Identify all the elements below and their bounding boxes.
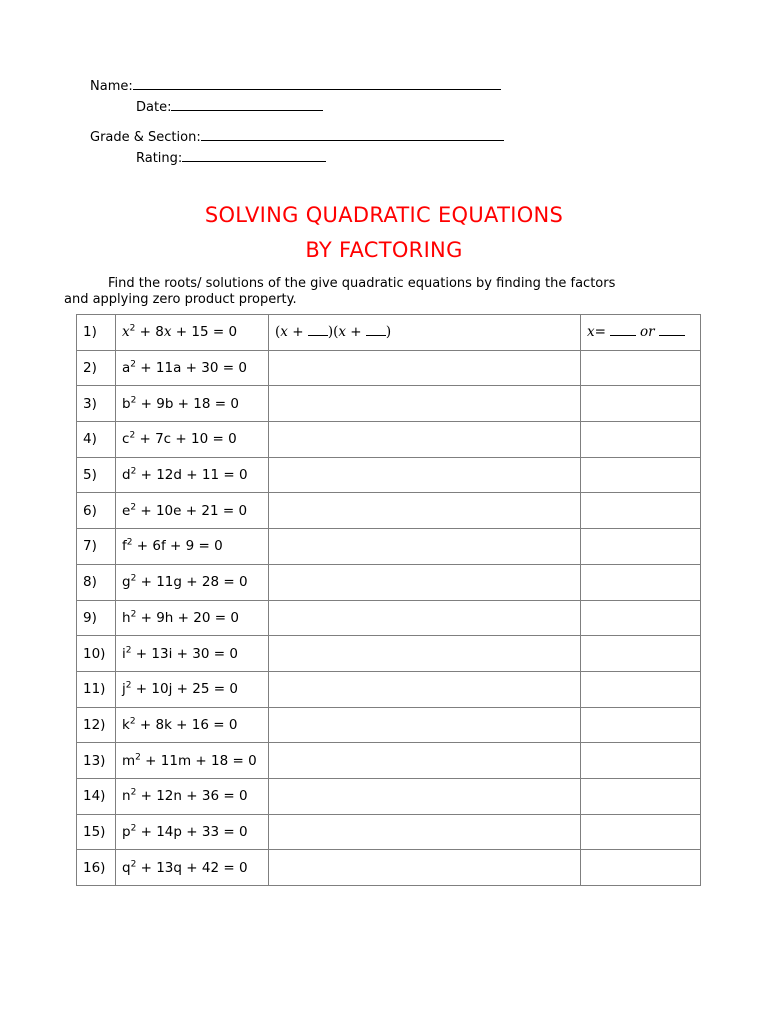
solution-answer-cell[interactable] [581,493,701,529]
equation-exponent: 2 [125,645,132,656]
factors-answer-cell[interactable] [269,422,581,458]
equation-variable: e [122,502,131,519]
factors-answer-cell[interactable] [269,350,581,386]
solution-answer-cell[interactable] [581,743,701,779]
equation-plus: + [173,609,194,626]
grade-section-field[interactable] [90,128,504,146]
table-row [77,493,701,529]
page-title-line2: BY FACTORING [305,238,463,262]
name-field[interactable] [90,77,501,95]
problem-number: 1) [77,315,116,351]
equation-coefficient: 12 [156,467,174,484]
problem-equation [116,493,269,529]
equation-equals: = 0 [208,324,238,341]
equation-constant: 16 [191,716,209,733]
equation-equals: = 0 [209,681,238,698]
table-row [77,457,701,493]
equation-variable: e [173,502,182,519]
problem-equation [116,564,269,600]
equation-coefficient: 12 [156,788,174,805]
equation-plus: + [136,574,157,591]
problem-equation [116,350,269,386]
solution-answer-cell[interactable] [581,600,701,636]
equation-plus: + [181,859,202,876]
equation-equals: = 0 [228,752,257,769]
equation-coefficient: 9 [156,395,165,412]
problem-equation [116,814,269,850]
equation-plus: + [135,716,156,733]
rating-field[interactable] [136,149,326,167]
equation-exponent: 2 [130,395,137,406]
problem-equation [116,386,269,422]
equation-coefficient: 11 [156,574,174,591]
equation-variable: j [122,681,126,698]
equation-plus: + [136,788,157,805]
factor-plus: + [345,324,366,341]
equation-variable: i [168,645,173,662]
solution-answer-cell[interactable] [581,707,701,743]
equation-plus: + [136,502,156,519]
equation-constant: 30 [201,360,219,377]
equation-equals: = 0 [219,574,248,591]
instructions [64,276,664,308]
equation-variable: d [122,467,131,484]
equation-constant: 42 [201,859,220,876]
equation-plus: + [181,502,202,519]
name-label: Name: [90,79,133,94]
table-row [77,422,701,458]
equation-constant: 11 [201,467,220,484]
equation-variable: f [161,538,166,555]
table-row [77,778,701,814]
table-row [77,814,701,850]
equation-plus: + [172,681,193,698]
factor-blank[interactable] [308,324,328,336]
equation-variable: k [164,716,172,733]
equation-exponent: 2 [130,609,137,620]
equation-exponent: 2 [130,859,137,870]
equation-variable: j [168,681,173,698]
equation-equals: = 0 [194,538,223,555]
equation-constant: 20 [193,609,211,626]
solution-answer-cell[interactable] [581,529,701,565]
equation-exponent: 2 [130,359,137,370]
equation-constant: 25 [192,681,210,698]
factor-blank[interactable] [366,324,386,336]
equation-plus: + [181,574,202,591]
problem-number: 10) [77,636,116,672]
table-row [77,850,701,886]
factors-answer-cell[interactable] [269,636,581,672]
equation-coefficient: 13 [156,859,174,876]
equation-constant: 10 [191,431,209,448]
factors-answer-cell[interactable] [269,457,581,493]
equation-coefficient: 10 [151,681,169,698]
equation-constant: 15 [191,324,209,341]
factors-answer-cell[interactable] [269,564,581,600]
problem-number: 13) [77,743,116,779]
equation-plus: + [132,538,153,555]
problems-table [76,314,701,886]
problem-number: 2) [77,350,116,386]
equation-variable: b [122,395,131,412]
equation-equals: = 0 [218,360,247,377]
table-row [77,315,701,351]
equation-equals: = 0 [210,609,239,626]
equation-constant: 33 [201,823,220,840]
problem-number: 7) [77,529,116,565]
equation-constant: 18 [193,395,211,412]
equation-exponent: 2 [126,537,133,548]
problem-number: 6) [77,493,116,529]
name-blank[interactable] [133,77,501,90]
factor-variable: x [338,324,346,341]
equation-variable: f [122,538,127,555]
equation-exponent: 2 [135,752,141,763]
problem-number: 14) [77,778,116,814]
table-row [77,529,701,565]
equation-plus: + [140,752,161,769]
table-row [77,636,701,672]
equation-equals: = 0 [219,823,248,840]
equation-coefficient: 6 [152,538,161,555]
factors-answer-cell[interactable] [269,315,581,351]
equation-plus: + [172,645,193,662]
equation-variable: p [173,823,182,840]
problem-equation [116,422,269,458]
equation-equals: = 0 [219,859,248,876]
equation-equals: = 0 [209,645,238,662]
factors-answer-cell[interactable] [269,529,581,565]
equation-plus: + [136,823,157,840]
solution-answer-cell[interactable] [581,315,701,351]
table-row [77,743,701,779]
equation-constant: 36 [201,788,220,805]
equation-equals: = 0 [208,431,237,448]
equation-constant: 18 [211,752,229,769]
rating-blank[interactable] [182,149,326,162]
equation-coefficient: 8 [155,716,165,733]
equation-variable: m [177,752,192,769]
factor-paren: ( [275,324,281,341]
table-row [77,600,701,636]
equation-plus: + [135,431,156,448]
equation-exponent: 2 [130,502,137,513]
equation-variable: q [122,859,131,876]
equation-constant: 28 [201,574,220,591]
equation-variable: p [122,823,131,840]
equation-plus: + [135,324,156,341]
factors-answer-cell[interactable] [269,778,581,814]
equation-plus: + [181,360,202,377]
equation-variable: a [122,360,131,377]
equation-plus: + [136,609,157,626]
factors-answer-cell[interactable] [269,707,581,743]
equation-variable: g [173,574,182,591]
equation-constant: 30 [192,645,210,662]
equation-plus: + [171,324,192,341]
factors-answer-cell[interactable] [269,743,581,779]
solution-answer-cell[interactable] [581,671,701,707]
problem-equation [116,315,269,351]
equation-equals: = 0 [218,502,248,519]
factors-answer-cell[interactable] [269,671,581,707]
equation-exponent: 2 [125,680,132,691]
problem-number: 12) [77,707,116,743]
problem-number: 11) [77,671,116,707]
problem-number: 15) [77,814,116,850]
equation-equals: = 0 [208,716,238,733]
equation-variable: h [122,609,131,626]
solution-answer-cell[interactable] [581,422,701,458]
equation-variable: d [173,467,182,484]
problem-equation [116,457,269,493]
solution-answer-cell[interactable] [581,814,701,850]
equation-plus: + [136,467,157,484]
equation-plus: + [131,645,152,662]
equation-variable: x [163,324,172,341]
solution-answer-cell[interactable] [581,778,701,814]
problem-number: 4) [77,422,116,458]
equation-variable: q [173,859,182,876]
instructions-line2: and applying zero product property. [64,292,297,307]
equation-variable: a [173,360,182,377]
problem-equation [116,850,269,886]
problem-equation [116,600,269,636]
equation-variable: c [163,431,172,448]
problem-equation [116,743,269,779]
factors-answer-cell[interactable] [269,850,581,886]
factor-variable: x [280,324,288,341]
equation-variable: g [122,574,131,591]
problem-number: 3) [77,386,116,422]
date-field[interactable] [136,98,323,116]
problem-equation [116,778,269,814]
equation-coefficient: 11 [155,360,174,377]
equation-exponent: 2 [130,466,137,477]
factor-plus: + [287,324,308,341]
rating-label: Rating: [136,151,183,166]
equation-variable: m [122,752,136,769]
equation-exponent: 2 [129,716,136,727]
equation-variable: n [173,788,182,805]
equation-coefficient: 14 [156,823,174,840]
equation-coefficient: 10 [155,502,174,519]
factors-answer-cell[interactable] [269,600,581,636]
solution-answer-cell[interactable] [581,564,701,600]
factor-paren: )( [327,324,339,341]
equation-constant: 21 [201,502,219,519]
problem-equation [116,636,269,672]
equation-coefficient: 11 [160,752,178,769]
solution-answer-cell[interactable] [581,386,701,422]
equation-exponent: 2 [129,430,136,441]
equation-plus: + [181,823,202,840]
equation-plus: + [136,859,157,876]
problem-number: 5) [77,457,116,493]
solution-answer-cell[interactable] [581,850,701,886]
problem-equation [116,707,269,743]
equation-variable: x [122,324,130,341]
equation-equals: = 0 [219,788,248,805]
equation-coefficient: 13 [151,645,169,662]
solution-or: or [639,324,655,341]
equation-variable: h [164,609,174,626]
factors-answer-cell[interactable] [269,386,581,422]
date-blank[interactable] [171,98,323,111]
solution-variable: x [587,324,595,341]
factors-answer-cell[interactable] [269,493,581,529]
solution-answer-cell[interactable] [581,636,701,672]
problem-equation [116,671,269,707]
equation-variable: n [122,788,131,805]
problem-number: 16) [77,850,116,886]
solution-answer-cell[interactable] [581,350,701,386]
equation-plus: + [136,395,157,412]
grade-section-blank[interactable] [201,128,504,141]
equation-constant: 9 [185,538,195,555]
table-row [77,386,701,422]
grade-section-label: Grade & Section: [90,130,201,145]
equation-plus: + [191,752,212,769]
problem-equation [116,529,269,565]
solution-answer-cell[interactable] [581,457,701,493]
equation-coefficient: 9 [156,609,165,626]
solution-blank[interactable] [659,324,685,336]
instructions-line1: Find the roots/ solutions of the give quadratic equations by finding the factors [108,276,616,291]
equation-plus: + [181,788,202,805]
problem-number: 8) [77,564,116,600]
equation-exponent: 2 [130,573,137,584]
equation-equals: = 0 [210,395,239,412]
date-label: Date: [136,100,172,115]
table-row [77,564,701,600]
equation-plus: + [171,431,192,448]
table-row [77,671,701,707]
equation-variable: i [122,645,126,662]
page-title-line1: SOLVING QUADRATIC EQUATIONS [204,203,564,227]
equation-exponent: 2 [130,787,137,798]
table-row [77,707,701,743]
equation-variable: c [122,431,130,448]
solution-equals: = [594,324,606,341]
equation-variable: k [122,716,130,733]
equation-equals: = 0 [219,467,248,484]
solution-blank[interactable] [610,324,636,336]
equation-plus: + [136,360,156,377]
equation-plus: + [171,716,192,733]
factor-paren: ) [385,324,392,341]
equation-exponent: 2 [130,823,137,834]
equation-variable: b [164,395,174,412]
equation-plus: + [181,467,202,484]
problem-number: 9) [77,600,116,636]
equation-coefficient: 7 [155,431,164,448]
equation-exponent: 2 [129,323,136,334]
equation-plus: + [173,395,194,412]
equation-coefficient: 8 [155,324,164,341]
equation-plus: + [131,681,152,698]
factors-answer-cell[interactable] [269,814,581,850]
table-row [77,350,701,386]
problems-table-body [77,315,701,886]
equation-plus: + [165,538,186,555]
